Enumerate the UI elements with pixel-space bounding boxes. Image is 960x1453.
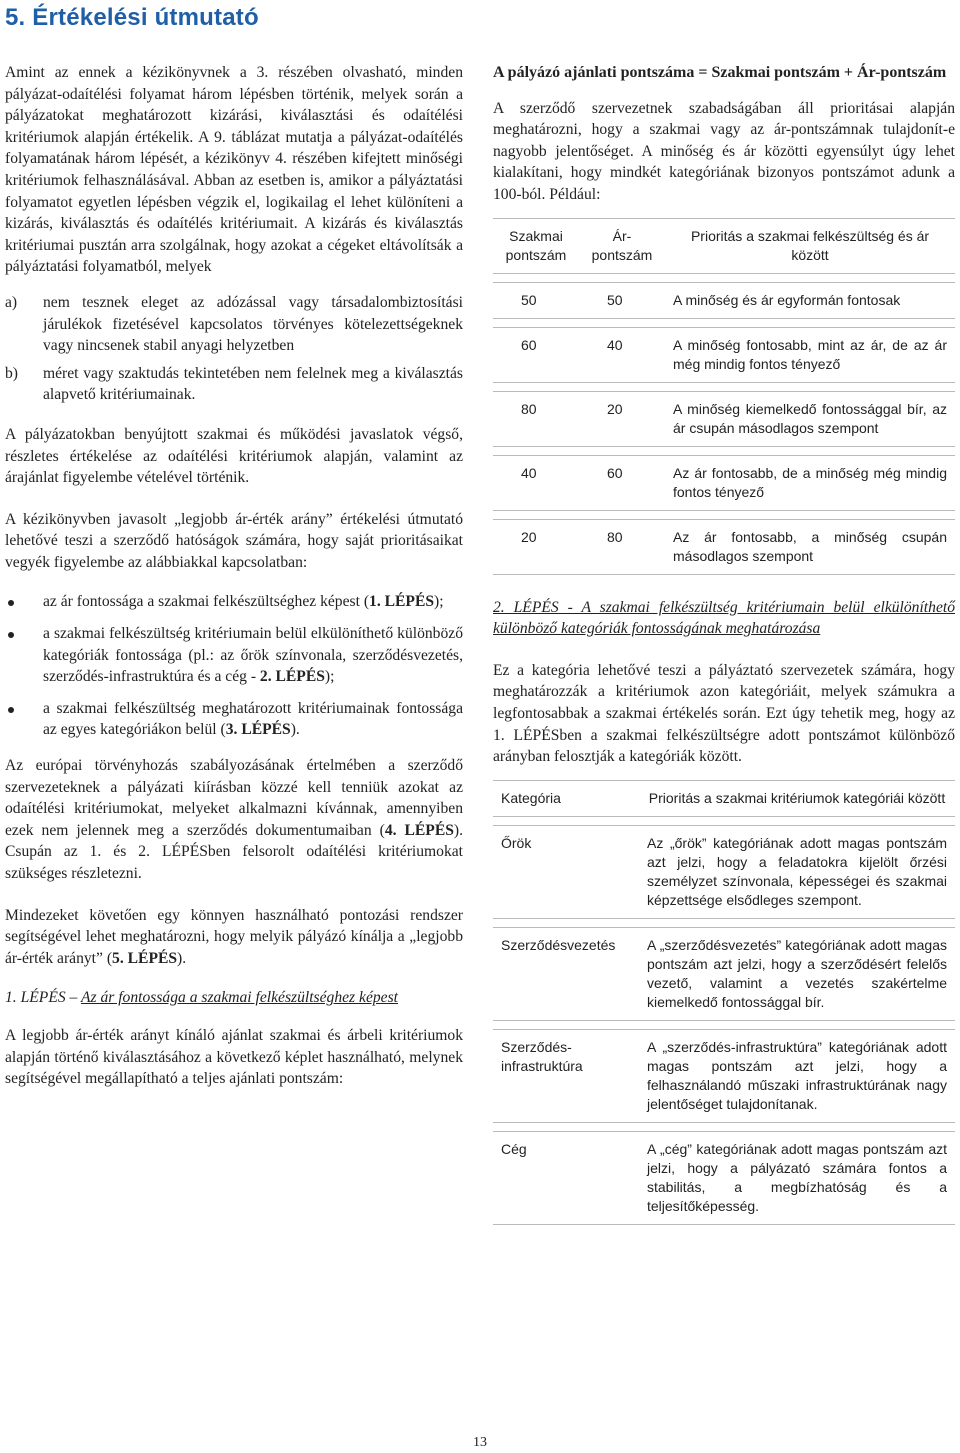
intro-paragraph: Amint az ennek a kézikönyvnek a 3. részében olvasható, minden pályázat-odaítélési folyamat három lépésben történik, melyek során a pályázatokat meghatározott kizárási, kiválasztási és odaítélési kritériumok alapján értékelik. A 9. táblázat mutatja a pályázat-odaítélés folyamatának három lépését, a kézikönyv 4. részében kifejtett minőségi kritériumok felhasználásával. Abban az esetben is, amikor a pályáztatási folyamatot egyetlen lépésben végzik el, logikailag el lehet különíteni a kizárás, kiválasztás és odaítélés kritériumait. A kizárás és kiválasztás kritériumai pusztán arra szolgálnak, hogy azokat a cégeket eltávolítsák a pályáztatási folyamatból, melyek — [5, 64, 463, 276]
page-title: 5. Értékelési útmutató — [5, 4, 259, 31]
list-marker: a) — [5, 293, 18, 311]
step-1-heading: 1. LÉPÉS – Az ár fontossága a szakmai felkészültséghez képest — [5, 989, 398, 1007]
table-row: Szerződés-infrastruktúra A „szerződés-infrastruktúra” kategóriának adott magas pontszám azt jelzi, hogy a felhasználandó műszaki infrastruktúrának nagy jelentőséget tulajdonítanak. — [493, 1029, 955, 1122]
priority-bullet-list — [5, 591, 463, 741]
step-2-heading: 2. LÉPÉS - A szakmai felkészültség kritériumain belül elkülöníthető különböző kategóriák fontosságának meghatározása — [493, 598, 955, 638]
right-column — [493, 62, 955, 1247]
table-header-row — [493, 218, 955, 273]
page-number: 13 — [473, 1435, 487, 1450]
left-column — [5, 62, 463, 1104]
list-item-a — [5, 292, 463, 357]
table-row: 50 50 A minőség és ár egyformán fontosak — [493, 282, 955, 318]
bullet-step-3: a szakmai felkészültség meghatározott kritériumainak fontossága az egyes kategóriákon belül (3. LÉPÉS). — [5, 698, 463, 741]
table-row: 20 80 Az ár fontosabb, a minőség csupán másodlagos szempont — [493, 519, 955, 574]
balance-paragraph: A szerződő szervezetnek szabadságában áll prioritásai alapján meghatározni, hogy a szakmai vagy az ár-pontszámnak tulajdonít-e nagyobb jelentőséget. A minőség és ár közötti egyensúlyt úgy lehet kialakítani, hogy mindkét kategóriának bizonyos pontszámot adunk a 100-ból. Például: — [493, 99, 955, 203]
list-item-text: méret vagy szaktudás tekintetében nem felelnek meg a kiválasztás alapvető kritériumainak. — [43, 364, 463, 404]
table-header-cell: Prioritás a szakmai felkészültség és ár között — [665, 218, 955, 273]
bullet-step-2: a szakmai felkészültség kritériumain belül elkülöníthető különböző kategóriák fontossága (pl.: az őrök színvonala, szerződésvezetés, szerződés-infrastruktúra és a cég - 2. LÉPÉS); — [5, 623, 463, 688]
price-quality-table — [493, 218, 955, 575]
table-header-cell: Prioritás a szakmai kritériumok kategóriái között — [639, 780, 955, 816]
bullet-dot-icon — [8, 632, 14, 638]
legislation-paragraph: Az európai törvényhozás szabályozásának értelmében a szerződő szervezeteknek a pályázati kiírásban közzé kell tenniük azokat az odaítélési kritériumokat, melyeket alkalmazni kívánnak, amennyiben ezek nem jelennek meg a szerződés dokumentumaiban (4. LÉPÉS). Csupán az 1. és 2. LÉPÉSben felsorolt odaítélési kritériumokat szükséges részletezni. — [5, 757, 463, 882]
table-header-row — [493, 780, 955, 816]
bullet-step-1: az ár fontossága a szakmai felkészültséghez képest (1. LÉPÉS); — [5, 591, 463, 613]
table-header-cell: Kategória — [493, 780, 639, 816]
evaluation-paragraph: A pályázatokban benyújtott szakmai és működési javaslatok végső, részletes értékelése az odaítélési kritériumok alapján, valamint az árajánlat figyelembe vételével történik. — [5, 425, 463, 487]
scoring-paragraph: Mindezeket követően egy könnyen használható pontozási rendszer segítségével lehet meghatározni, hogy melyik pályázó kínálja a „legjobb ár-érték arányt” (5. LÉPÉS). — [5, 906, 463, 967]
list-item-b — [5, 363, 463, 406]
table-row: Őrök Az „őrök” kategóriának adott magas pontszám azt jelzi, hogy a feladatokra kijelölt őrzési személyzet színvonala, képességei és szakmai képzettsége elsődleges szempont. — [493, 825, 955, 918]
category-priority-table — [493, 780, 955, 1225]
table-row: 60 40 A minőség fontosabb, mint az ár, de az ár még mindig fontos tényező — [493, 327, 955, 382]
category-paragraph: Ez a kategória lehetővé teszi a pályáztató szervezetek számára, hogy meghatározzák a kritériumok azon kategóriáit, melyek számukra a legfontosabbak a szakmai értékelés során. Ezt úgy tehetik meg, hogy az 1. LÉPÉSben a szakmai felkészültségre adott pontszámot különböző arányban felosztják a kategóriák között. — [493, 661, 955, 766]
table-row: Szerződésvezetés A „szerződésvezetés” kategóriának adott magas pontszám azt jelzi, hogy a szerződésért felelős vezető, valamint a vezetés szakértelme kiemelkedő fontossággal bír. — [493, 927, 955, 1020]
list-item-text: nem tesznek eleget az adózással vagy társadalombiztosítási járulékok fizetésével kapcsolatos törvényes kötelezettségeknek vagy nincsenek stabil anyagi helyzetben — [43, 293, 463, 355]
bullet-dot-icon — [8, 600, 14, 606]
table-header-cell: Szakmai pontszám — [493, 218, 579, 273]
table-row: 80 20 A minőség kiemelkedő fontossággal bír, az ár csupán másodlagos szempont — [493, 391, 955, 446]
table-row: Cég A „cég” kategóriának adott magas pontszám azt jelzi, hogy a pályázató számára fontos a stabilitás, a megbízhatóság és a teljesítőképesség. — [493, 1131, 955, 1224]
guide-paragraph: A kézikönyvben javasolt „legjobb ár-érték arány” értékelési útmutató lehetővé teszi a szerződő hatóságok számára, hogy saját prioritásaikat vegyék figyelembe az alábbiakkal kapcsolatban: — [5, 510, 463, 571]
formula-intro-paragraph: A legjobb ár-érték arányt kínáló ajánlat szakmai és árbeli kritériumok alapján történő kiválasztásához a következő képlet használható, melynek segítségével megállapítható a teljes ajánlati pontszám: — [5, 1026, 463, 1088]
bullet-dot-icon — [8, 707, 14, 713]
score-formula: A pályázó ajánlati pontszáma = Szakmai pontszám + Ár-pontszám — [493, 64, 947, 81]
list-marker: b) — [5, 364, 18, 382]
table-header-cell: Ár-pontszám — [579, 218, 665, 273]
table-row: 40 60 Az ár fontosabb, de a minőség még mindig fontos tényező — [493, 455, 955, 510]
